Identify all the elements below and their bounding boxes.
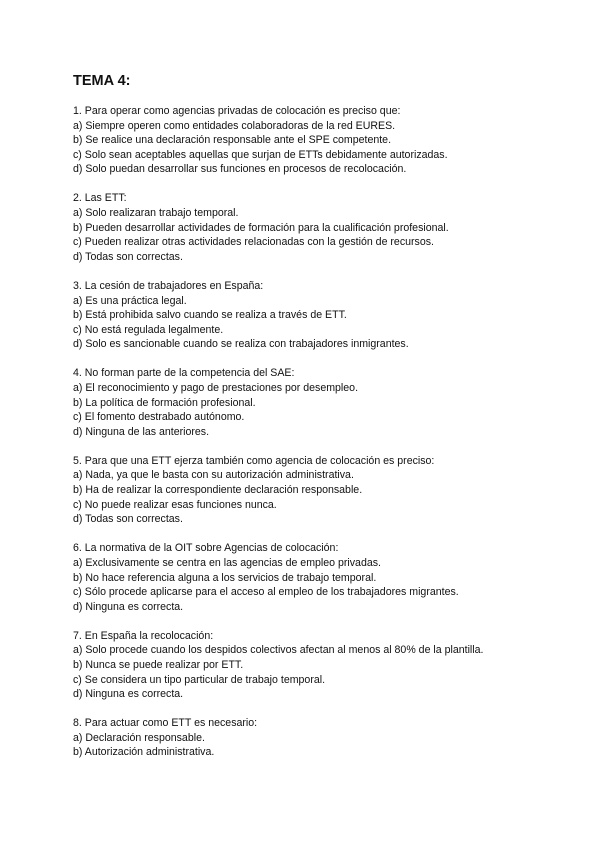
answer-option: a) El reconocimiento y pago de prestaciones por desempleo.	[73, 382, 359, 394]
answer-option: a) Nada, ya que le basta con su autorización administrativa.	[73, 469, 354, 482]
question-6	[73, 541, 583, 614]
question-stem: 6. La normativa de la OIT sobre Agencias de colocación:	[73, 542, 339, 555]
answer-option: c) Sólo procede aplicarse para el acceso al empleo de los trabajadores migrantes.	[73, 586, 459, 599]
question-stem: 1. Para operar como agencias privadas de colocación es preciso que:	[73, 105, 401, 117]
answer-option: c) Solo sean aceptables aquellas que surjan de ETTs debidamente autorizadas.	[73, 148, 448, 161]
answer-option: c) El fomento destrabado autónomo.	[73, 411, 245, 424]
answer-option: b) Se realice una declaración responsable ante el SPE competente.	[73, 134, 392, 147]
question-1	[73, 104, 583, 177]
answer-option: d) Solo es sancionable cuando se realiza con trabajadores inmigrantes.	[73, 338, 409, 351]
question-8	[73, 716, 583, 760]
answer-option: b) Nunca se puede realizar por ETT.	[73, 659, 244, 671]
answer-option: d) Ninguna es correcta.	[73, 688, 184, 701]
question-2	[73, 191, 583, 264]
answer-option: d) Ninguna es correcta.	[73, 600, 184, 613]
question-stem: 8. Para actuar como ETT es necesario:	[73, 717, 258, 730]
page-title: TEMA 4:	[73, 73, 131, 89]
answer-option: c) Se considera un tipo particular de trabajo temporal.	[73, 673, 326, 686]
question-list	[73, 104, 583, 760]
question-3	[73, 279, 583, 352]
answer-option: c) No puede realizar esas funciones nunca.	[73, 498, 277, 511]
answer-option: d) Solo puedan desarrollar sus funciones en procesos de recolocación.	[73, 163, 407, 176]
question-stem: 7. En España la recolocación:	[73, 629, 214, 642]
answer-option: b) Pueden desarrollar actividades de formación para la cualificación profesional.	[73, 221, 449, 234]
answer-option: b) Está prohibida salvo cuando se realiza a través de ETT.	[73, 309, 347, 322]
document-page	[73, 72, 583, 775]
answer-option: c) Pueden realizar otras actividades relacionadas con la gestión de recursos.	[73, 236, 434, 249]
answer-option: a) Exclusivamente se centra en las agencias de empleo privadas.	[73, 556, 381, 569]
question-7	[73, 629, 583, 702]
answer-option: a) Siempre operen como entidades colaboradoras de la red EURES.	[73, 119, 396, 132]
question-4	[73, 366, 583, 439]
answer-option: a) Solo realizaran trabajo temporal.	[73, 207, 239, 220]
answer-option: c) No está regulada legalmente.	[73, 323, 224, 336]
answer-option: b) No hace referencia alguna a los servicios de trabajo temporal.	[73, 571, 377, 584]
answer-option: a) Declaración responsable.	[73, 731, 205, 744]
question-stem: 2. Las ETT:	[73, 192, 127, 205]
question-5	[73, 454, 583, 527]
answer-option: d) Ninguna de las anteriores.	[73, 425, 210, 438]
question-stem: 5. Para que una ETT ejerza también como agencia de colocación es preciso:	[73, 454, 435, 467]
answer-option: d) Todas son correctas.	[73, 513, 183, 526]
answer-option: b) Ha de realizar la correspondiente declaración responsable.	[73, 484, 363, 497]
answer-option: a) Solo procede cuando los despidos colectivos afectan al menos al 80% de la plantilla.	[73, 644, 484, 657]
answer-option: b) La política de formación profesional.	[73, 396, 256, 409]
question-stem: 4. No forman parte de la competencia del SAE:	[73, 367, 295, 380]
answer-option: a) Es una práctica legal.	[73, 294, 187, 307]
answer-option: b) Autorización administrativa.	[73, 746, 215, 759]
question-stem: 3. La cesión de trabajadores en España:	[73, 279, 264, 292]
answer-option: d) Todas son correctas.	[73, 250, 183, 263]
